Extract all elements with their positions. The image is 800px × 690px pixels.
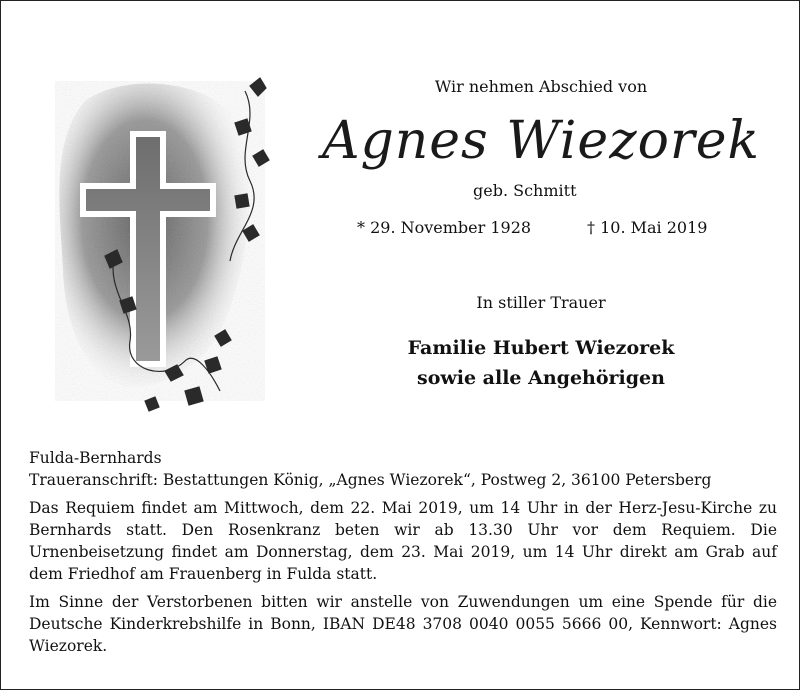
death-date: † 10. Mai 2019 <box>587 218 708 237</box>
maiden-name: geb. Schmitt <box>473 181 577 200</box>
family-line-1: Familie Hubert Wiezorek <box>407 337 675 359</box>
address-line: Traueranschrift: Bestattungen König, „Agnes Wiezorek“, Postweg 2, 36100 Petersberg <box>29 471 712 489</box>
donation-paragraph: Im Sinne der Verstorbenen bitten wir anstelle von Zuwendungen um eine Spende für die Deutsche Kinderkrebshilfe in Bonn, IBAN DE48 3708 0040 0055 5666 00, Kennwort: Agnes Wiezorek. <box>29 593 777 655</box>
birth-date: * 29. November 1928 <box>357 218 532 237</box>
details-block <box>29 447 777 657</box>
intro-text: Wir nehmen Abschied von <box>434 77 648 96</box>
family-signature <box>321 333 761 393</box>
mourning-text: In stiller Trauer <box>476 293 606 312</box>
place-line: Fulda-Bernhards <box>29 449 162 467</box>
family-line-2: sowie alle Angehörigen <box>417 367 665 389</box>
deceased-name: Agnes Wiezorek <box>321 111 761 171</box>
requiem-paragraph: Das Requiem findet am Mittwoch, dem 22. Mai 2019, um 14 Uhr in der Herz-Jesu-Kirche zu Bernhards statt. Den Rosenkranz beten wir ab 13.30 Uhr vor dem Requiem. Die Urnenbeisetzung findet am Donnerstag, dem 23. Mai 2019, um 14 Uhr direkt am Grab auf dem Friedhof am Frauenberg in Fulda statt. <box>29 499 777 583</box>
cross-with-ivy-icon <box>45 61 295 421</box>
